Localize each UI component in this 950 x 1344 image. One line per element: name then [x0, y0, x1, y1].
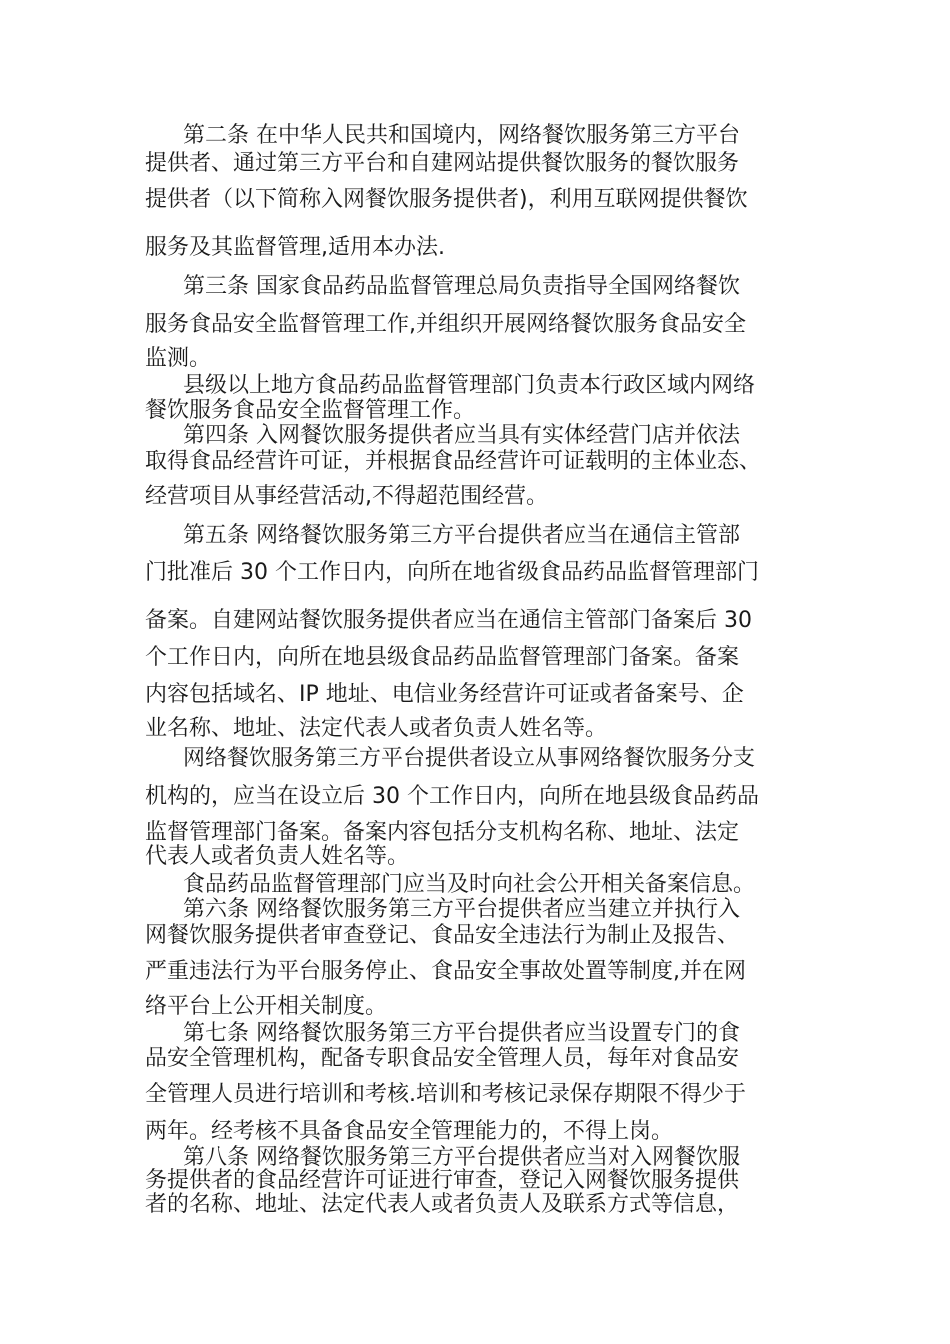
article-6-line-2: 网餐饮服务提供者审查登记、食品安全违法行为制止及报告、 [145, 923, 740, 948]
article-2-line-4: 服务及其监督管理,适用本办法. [145, 235, 445, 260]
article-5-line-6: 业名称、地址、法定代表人或者负责人姓名等。 [145, 716, 608, 741]
article-5-line-2: 门批准后 30 个工作日内，向所在地省级食品药品监督管理部门 [145, 560, 759, 585]
article-5-para-2-line-1: 网络餐饮服务第三方平台提供者设立从事网络餐饮服务分支 [183, 746, 756, 771]
article-5-para-2-line-3: 监督管理部门备案。备案内容包括分支机构名称、地址、法定 [145, 820, 740, 845]
article-4-line-2: 取得食品经营许可证，并根据食品经营许可证载明的主体业态、 [145, 449, 762, 474]
article-6-line-4: 络平台上公开相关制度。 [145, 994, 388, 1019]
article-2-line-2: 提供者、通过第三方平台和自建网站提供餐饮服务的餐饮服务 [145, 151, 740, 176]
article-8-line-3: 者的名称、地址、法定代表人或者负责人及联系方式等信息， [145, 1192, 740, 1217]
article-3-para-2-line-1: 县级以上地方食品药品监督管理部门负责本行政区域内网络 [183, 373, 756, 398]
article-7-line-4: 两年。经考核不具备食品安全管理能力的，不得上岗。 [145, 1119, 674, 1144]
article-2-line-1: 第二条 在中华人民共和国境内，网络餐饮服务第三方平台 [183, 123, 740, 148]
article-6-line-1: 第六条 网络餐饮服务第三方平台提供者应当建立并执行入 [183, 897, 740, 922]
article-5-para-2-line-4: 代表人或者负责人姓名等。 [145, 844, 410, 869]
article-5-line-4: 个工作日内，向所在地县级食品药品监督管理部门备案。备案 [145, 645, 740, 670]
article-7-line-3: 全管理人员进行培训和考核.培训和考核记录保存期限不得少于 [145, 1082, 746, 1107]
article-4-line-3: 经营项目从事经营活动,不得超范围经营。 [145, 484, 548, 509]
article-5-line-3: 备案。自建网站餐饮服务提供者应当在通信主管部门备案后 30 [145, 608, 752, 633]
article-5-line-1: 第五条 网络餐饮服务第三方平台提供者应当在通信主管部 [183, 523, 740, 548]
article-3-line-1: 第三条 国家食品药品监督管理总局负责指导全国网络餐饮 [183, 274, 740, 299]
article-7-line-2: 品安全管理机构，配备专职食品安全管理人员，每年对食品安 [145, 1046, 740, 1071]
article-5-line-5: 内容包括域名、IP 地址、电信业务经营许可证或者备案号、企 [145, 682, 744, 707]
article-4-line-1: 第四条 入网餐饮服务提供者应当具有实体经营门店并依法 [183, 423, 740, 448]
article-2-line-3: 提供者（以下简称入网餐饮服务提供者)，利用互联网提供餐饮 [145, 187, 748, 212]
article-3-line-3: 监测。 [145, 346, 212, 371]
article-3-line-2: 服务食品安全监督管理工作,并组织开展网络餐饮服务食品安全 [145, 312, 746, 337]
article-5-para-2-line-2: 机构的，应当在设立后 30 个工作日内，向所在地县级食品药品 [145, 784, 759, 809]
article-3-para-2-line-2: 餐饮服务食品安全监督管理工作。 [145, 398, 476, 423]
article-5-para-3-line-1: 食品药品监督管理部门应当及时向社会公开相关备案信息。 [183, 872, 756, 897]
article-8-line-2: 务提供者的食品经营许可证进行审查，登记入网餐饮服务提供 [145, 1168, 740, 1193]
article-8-line-1: 第八条 网络餐饮服务第三方平台提供者应当对入网餐饮服 [183, 1145, 740, 1170]
article-7-line-1: 第七条 网络餐饮服务第三方平台提供者应当设置专门的食 [183, 1021, 740, 1046]
article-6-line-3: 严重违法行为平台服务停止、食品安全事故处置等制度,并在网 [145, 959, 746, 984]
